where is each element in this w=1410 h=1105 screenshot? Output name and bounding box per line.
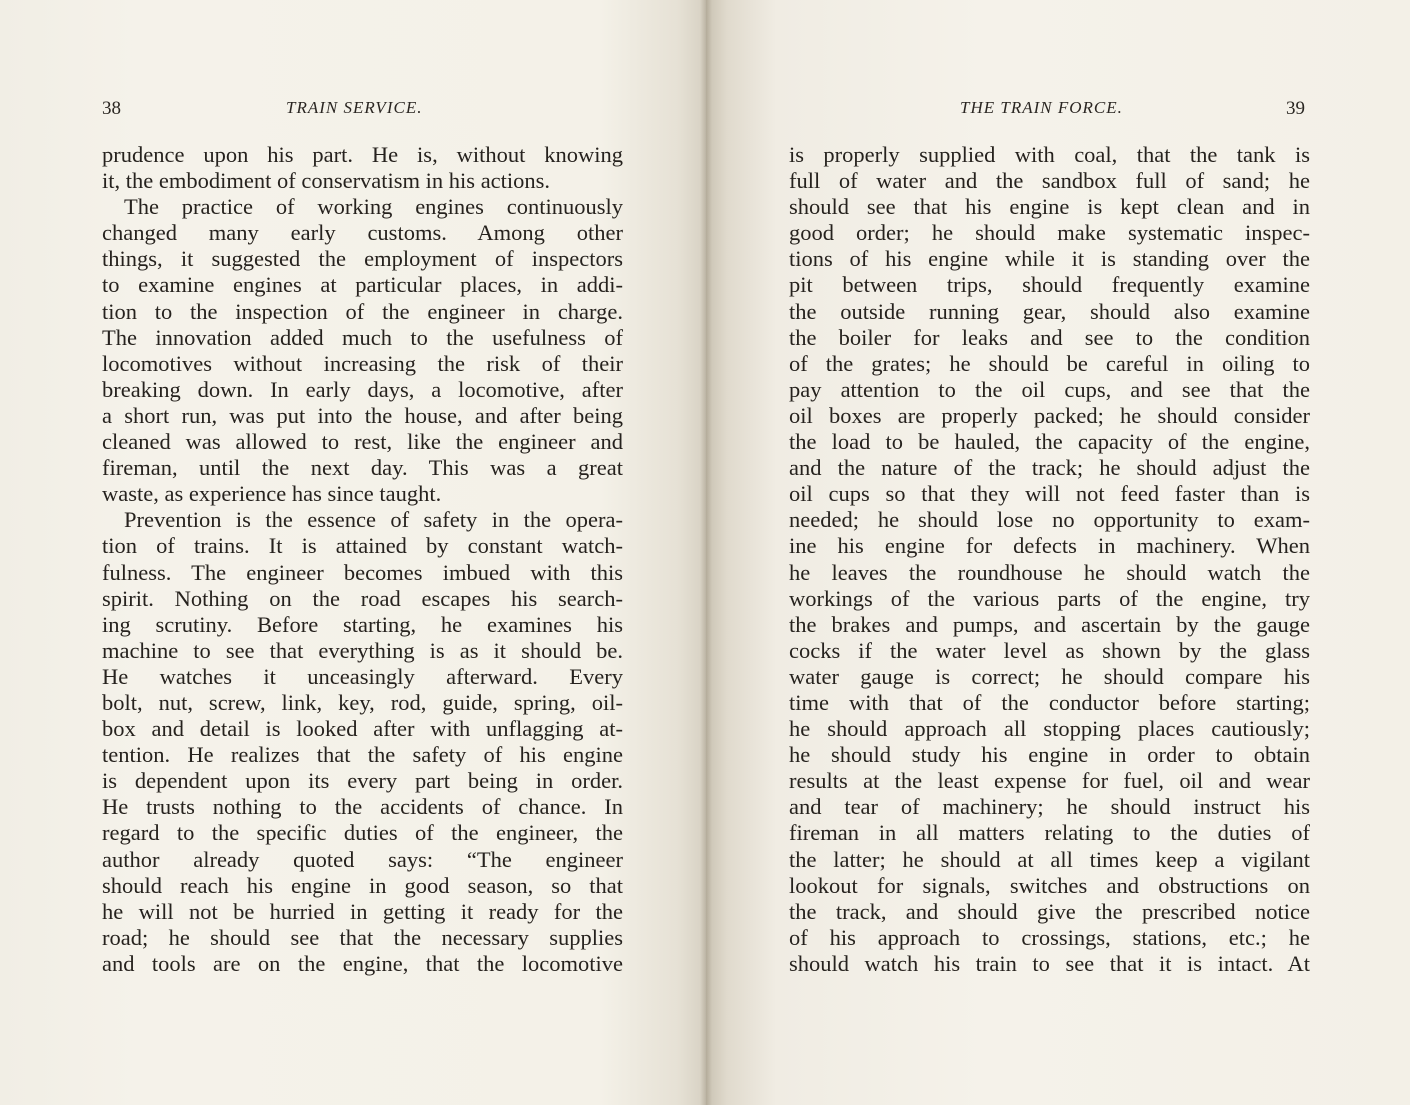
text-line: a short run, was put into the house, and after being [102,402,623,428]
text-line: to examine engines at particular places, in addi- [102,272,623,298]
text-line: fireman, until the next day. This was a great [102,455,623,481]
text-line: should see that his engine is kept clean and in [789,194,1310,220]
text-line: the outside running gear, should also examine [789,298,1310,324]
text-line: oil boxes are properly packed; he should consider [789,402,1310,428]
text-line: fireman in all matters relating to the duties of [789,820,1310,846]
text-line: pay attention to the oil cups, and see that the [789,376,1310,402]
text-line: tion of trains. It is attained by constant watch- [102,533,623,559]
text-line: he should study his engine in order to obtain [789,742,1310,768]
text-line: the latter; he should at all times keep a vigilant [789,846,1310,872]
text-line: The practice of working engines continuously [124,194,623,220]
text-line: needed; he should lose no opportunity to exam- [789,507,1310,533]
text-line: he leaves the roundhouse he should watch the [789,559,1310,585]
text-line: box and detail is looked after with unflagging at- [102,716,623,742]
text-line: the load to be hauled, the capacity of the engine, [789,429,1310,455]
text-line: should watch his train to see that it is intact. At [789,950,1310,976]
text-line: cleaned was allowed to rest, like the engineer and [102,429,623,455]
text-line: results at the least expense for fuel, oil and wear [789,768,1310,794]
text-line: author already quoted says: “The engineer [102,846,623,872]
text-line: of his approach to crossings, stations, etc.; he [789,924,1310,950]
text-line: it, the embodiment of conservatism in his actions. [102,168,551,194]
text-line: cocks if the water level as shown by the glass [789,637,1310,663]
text-line: the boiler for leaks and see to the condition [789,324,1310,350]
text-line: ing scrutiny. Before starting, he examines his [102,611,623,637]
text-line: he should approach all stopping places cautiously; [789,716,1310,742]
text-line: time with that of the conductor before starting; [789,689,1310,715]
text-line: full of water and the sandbox full of sand; he [789,168,1310,194]
text-line: prudence upon his part. He is, without knowing [102,142,623,167]
text-line: bolt, nut, screw, link, key, rod, guide, spring, oil- [102,689,623,715]
left-page-body [102,142,623,977]
text-line: is properly supplied with coal, that the tank is [789,142,1310,167]
text-line: tions of his engine while it is standing over the [789,246,1310,272]
running-title-right: THE TRAIN FORCE. [960,98,1123,117]
text-line: He watches it unceasingly afterward. Every [102,663,623,689]
text-line: pit between trips, should frequently examine [789,272,1310,298]
text-line: the track, and should give the prescribed notice [789,898,1310,924]
text-line: waste, as experience has since taught. [102,481,442,507]
page-number-right: 39 [1286,98,1305,119]
text-line: spirit. Nothing on the road escapes his search- [102,585,623,611]
text-line: machine to see that everything is as it should be. [102,637,623,663]
text-line: lookout for signals, switches and obstructions on [789,872,1310,898]
text-line: breaking down. In early days, a locomotive, after [102,376,623,402]
right-page-body [789,142,1310,977]
text-line: He trusts nothing to the accidents of chance. In [102,794,623,820]
text-line: should reach his engine in good season, so that [102,872,623,898]
text-line: workings of the various parts of the engine, try [789,585,1310,611]
page-number-left: 38 [102,98,121,119]
text-line: is dependent upon its every part being in order. [102,768,623,794]
text-line: Prevention is the essence of safety in the opera- [124,507,623,533]
text-line: things, it suggested the employment of inspectors [102,246,623,272]
text-line: fulness. The engineer becomes imbued with this [102,559,623,585]
text-line: The innovation added much to the usefulness of [102,324,623,350]
text-line: locomotives without increasing the risk of their [102,350,623,376]
text-line: and tools are on the engine, that the locomotive [102,950,623,976]
text-line: tention. He realizes that the safety of his engine [102,742,623,768]
text-line: and the nature of the track; he should adjust the [789,455,1310,481]
text-line: and tear of machinery; he should instruct his [789,794,1310,820]
running-title-left: TRAIN SERVICE. [286,98,423,117]
text-line: changed many early customs. Among other [102,220,623,246]
text-line: the brakes and pumps, and ascertain by the gauge [789,611,1310,637]
book-gutter [700,0,712,1105]
text-line: he will not be hurried in getting it ready for the [102,898,623,924]
text-line: road; he should see that the necessary supplies [102,924,623,950]
text-line: tion to the inspection of the engineer in charge. [102,298,623,324]
text-line: ine his engine for defects in machinery. When [789,533,1310,559]
text-line: water gauge is correct; he should compare his [789,663,1310,689]
text-line: regard to the specific duties of the engineer, the [102,820,623,846]
text-line: of the grates; he should be careful in oiling to [789,350,1310,376]
text-line: good order; he should make systematic inspec- [789,220,1310,246]
text-line: oil cups so that they will not feed faster than is [789,481,1310,507]
